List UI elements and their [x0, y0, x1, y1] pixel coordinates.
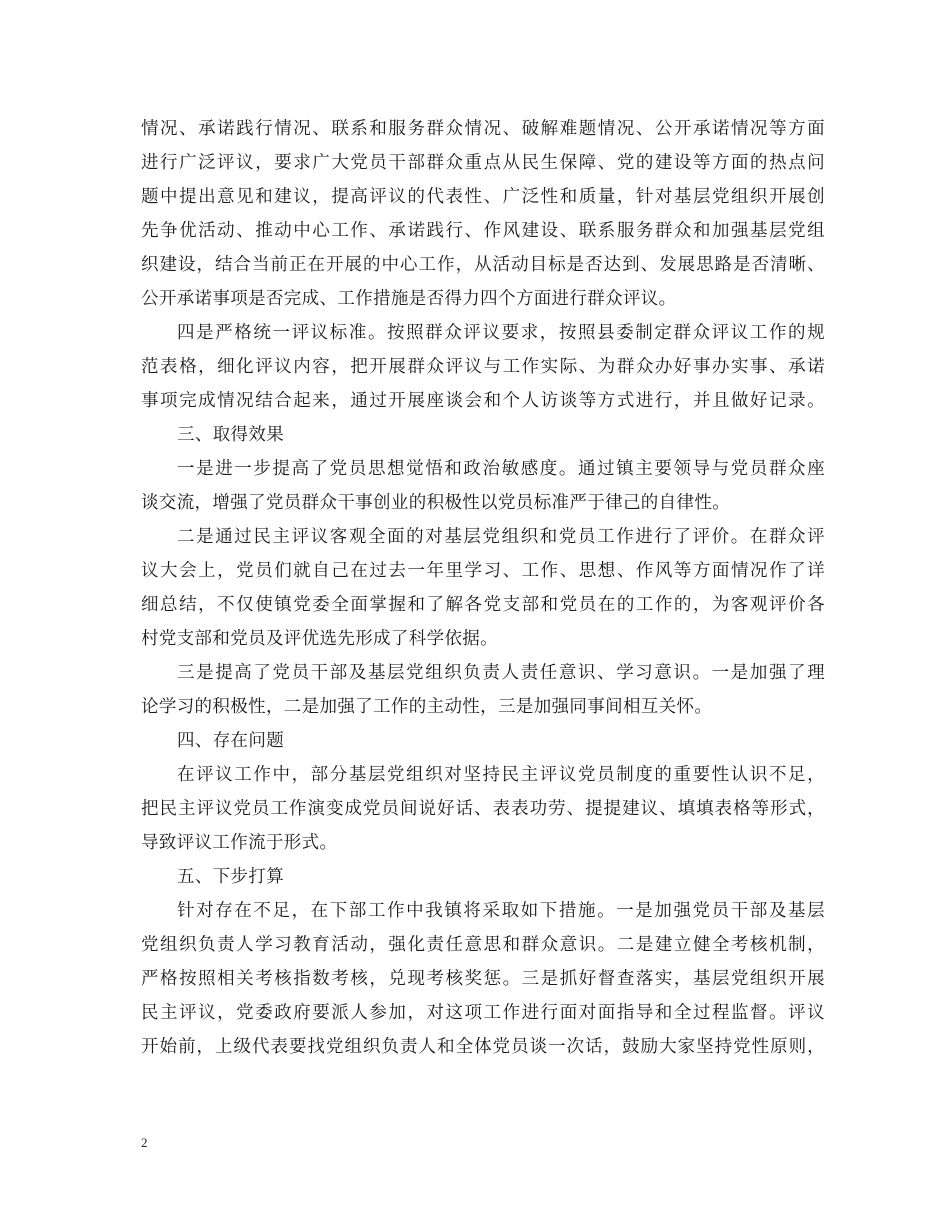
text-line: 把民主评议党员工作演变成党员间说好话、表表功劳、提提建议、填填表格等形式， [141, 799, 825, 819]
page-number: 2 [141, 1135, 148, 1150]
text-line: 三是提高了党员干部及基层党组织负责人责任意识、学习意识。一是加强了理 [177, 663, 825, 683]
text-line: 针对存在不足，在下部工作中我镇将采取如下措施。一是加强党员干部及基层 [177, 901, 825, 921]
text-line: 严格按照相关考核指数考核，兑现考核奖惩。三是抓好督查落实，基层党组织开展 [141, 969, 825, 989]
text-line: 三、取得效果 [177, 425, 285, 445]
text-line: 在评议工作中，部分基层党组织对坚持民主评议党员制度的重要性认识不足， [177, 765, 825, 785]
text-line: 开始前，上级代表要找党组织负责人和全体党员谈一次话，鼓励大家坚持党性原则， [141, 1037, 825, 1057]
text-line: 一是进一步提高了党员思想觉悟和政治敏感度。通过镇主要领导与党员群众座 [177, 459, 825, 479]
text-line: 公开承诺事项是否完成、工作措施是否得力四个方面进行群众评议。 [141, 289, 677, 309]
document-body [141, 112, 825, 1064]
text-line: 村党支部和党员及评优选先形成了科学依据。 [141, 629, 498, 649]
text-line: 民主评议，党委政府要派人参加，对这项工作进行面对面指导和全过程监督。评议 [141, 1003, 825, 1023]
text-line: 党组织负责人学习教育活动，强化责任意思和群众意识。二是建立健全考核机制， [141, 935, 825, 955]
text-line: 论学习的积极性，二是加强了工作的主动性，三是加强同事间相互关怀。 [141, 697, 713, 717]
text-line: 议大会上，党员们就自己在过去一年里学习、工作、思想、作风等方面情况作了详 [141, 561, 825, 581]
text-line: 四是严格统一评议标准。按照群众评议要求，按照县委制定群众评议工作的规 [177, 323, 825, 343]
text-line: 细总结，不仅使镇党委全面掌握和了解各党支部和党员在的工作的，为客观评价各 [141, 595, 825, 615]
text-line: 范表格，细化评议内容，把开展群众评议与工作实际、为群众办好事办实事、承诺 [141, 357, 825, 377]
text-line: 二是通过民主评议客观全面的对基层党组织和党员工作进行了评价。在群众评 [177, 527, 825, 547]
text-line: 五、下步打算 [177, 867, 285, 887]
text-line: 题中提出意见和建议，提高评议的代表性、广泛性和质量，针对基层党组织开展创 [141, 187, 825, 207]
text-line: 进行广泛评议，要求广大党员干部群众重点从民生保障、党的建设等方面的热点问 [141, 153, 825, 173]
text-line: 谈交流，增强了党员群众干事创业的积极性以党员标准严于律己的自律性。 [141, 493, 731, 513]
text-line: 织建设，结合当前正在开展的中心工作，从活动目标是否达到、发展思路是否清晰、 [141, 255, 825, 275]
text-line: 情况、承诺践行情况、联系和服务群众情况、破解难题情况、公开承诺情况等方面 [141, 119, 825, 139]
text-line: 导致评议工作流于形式。 [141, 833, 338, 853]
text-line: 四、存在问题 [177, 731, 285, 751]
text-line: 先争优活动、推动中心工作、承诺践行、作风建设、联系服务群众和加强基层党组 [141, 221, 825, 241]
text-line: 事项完成情况结合起来，通过开展座谈会和个人访谈等方式进行，并且做好记录。 [141, 391, 825, 411]
